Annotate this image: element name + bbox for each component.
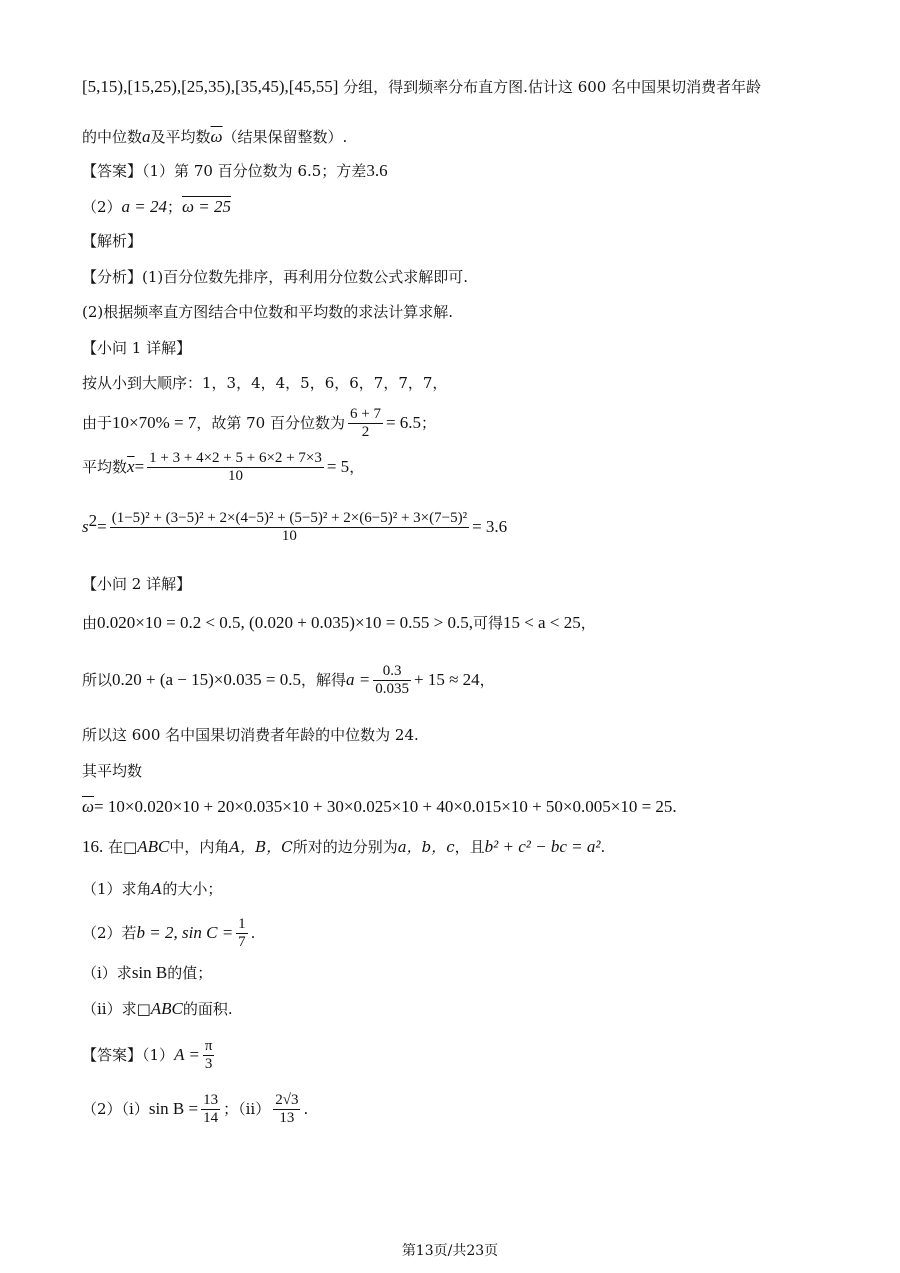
fraction-numerator: π	[203, 1038, 215, 1056]
var-s: s	[82, 516, 89, 536]
fraction-denominator: 3	[204, 1056, 213, 1073]
page-footer: 第13页/共23页	[401, 1243, 499, 1259]
q16-p1-end: 的大小；	[162, 880, 223, 898]
q1-mean-eq: =	[134, 456, 145, 476]
answer-mean: ω = 25	[182, 197, 232, 216]
q1-percentile-end: ；	[421, 413, 437, 432]
task-line	[82, 128, 347, 145]
intervals-line	[82, 78, 761, 95]
q16-p2-fraction	[236, 916, 248, 952]
q16-p1-text: （1）求角	[82, 880, 152, 898]
q16-ans2-fraction-1	[201, 1092, 220, 1128]
q16-p2i-end: 的值；	[167, 964, 213, 982]
task-text-a: 的中位数	[82, 128, 143, 146]
q16-part2	[82, 916, 255, 952]
q16-ans2-sep: ；（ii）	[223, 1099, 271, 1118]
q2-median-fraction	[373, 663, 411, 699]
q16-p1-var: A	[151, 880, 163, 898]
q16-number: 16.	[82, 837, 104, 856]
q1-percentile-prefix: 由于	[82, 413, 113, 432]
intervals: [5,15),[15,25),[25,35),[35,45),[45,55]	[82, 77, 339, 96]
q16-ans2-fraction-2	[273, 1092, 300, 1128]
q1-mean-end: ，	[349, 457, 365, 476]
q16-ans1-text: （1）	[142, 1045, 175, 1064]
fraction-numerator: 1 + 3 + 4×2 + 5 + 6×2 + 7×3	[147, 450, 324, 468]
q1-var-eq: =	[97, 516, 107, 536]
var-omega-bar: $\overline{\omega}$	[210, 127, 223, 146]
q16-part2i	[82, 964, 212, 981]
var-omega-bar-2: $\overline{\omega}$	[82, 797, 95, 816]
q2-line2-result: + 15 ≈ 24	[413, 669, 480, 689]
q1-mean-fraction	[147, 450, 324, 486]
answer-variance: 3.6	[366, 161, 388, 180]
q1-percentile-mid: ，故第 70 百分位数为	[196, 413, 345, 432]
intervals-text: 分组，得到频率分布直方图.估计这 600 名中国果切消费者年龄	[343, 78, 762, 96]
q16-ans1-fraction	[203, 1038, 215, 1074]
q16-ans1-lhs: A =	[174, 1044, 200, 1064]
q1-var-result: = 3.6	[472, 516, 508, 536]
analysis-label: 【解析】	[82, 232, 143, 250]
fraction-numerator: 6 + 7	[348, 406, 383, 424]
q16-end: .	[600, 838, 606, 856]
fraction-denominator: 0.035	[375, 681, 409, 698]
q2-line-2	[82, 663, 495, 699]
answer-line-2	[82, 198, 231, 215]
fraction-denominator: 13	[279, 1110, 295, 1127]
analysis-sub-label: 【分析】	[82, 268, 143, 286]
q2-line2-expr: 0.20 + (a − 15)×0.035 = 0.5	[112, 669, 301, 689]
q1-variance-line: $s^2=$ $\frac{\text{(1−5)² + (3−5)² + 2×(4−5)² + (5−5)² + 2×(6−5)² + 3×(7−5)²}}{10}$ = 3.6	[82, 510, 508, 545]
q2-line1-end: ，	[580, 614, 596, 632]
q1-percentile-line	[82, 406, 436, 442]
q2-line2-lhs: a =	[346, 669, 371, 689]
q2-line2-prefix: 所以	[82, 670, 113, 689]
q2-line2-mid: ，解得	[300, 670, 346, 689]
answer-text-1: （1）第 70 百分位数为 6.5；方差	[142, 162, 367, 180]
answer-median: a = 24	[121, 197, 168, 216]
q2-line-1	[82, 614, 596, 631]
q2-line1-ineq: 15 < a < 25	[502, 613, 581, 632]
q16-part2ii	[82, 1000, 233, 1017]
q16-part1	[82, 882, 222, 897]
analysis-line-2: (2)根据频率直方图结合中位数和平均数的求法计算求解.	[82, 303, 454, 321]
q16-text2: 中，内角	[169, 838, 230, 856]
q16-answer-1	[82, 1038, 217, 1074]
analysis-text-1: (1)百分位数先排序，再利用分位数公式求解即可.	[142, 268, 469, 286]
q1-mean-result: = 5	[326, 456, 350, 476]
fraction-denominator: 14	[203, 1110, 219, 1127]
q16-text4: ，且	[454, 838, 485, 856]
answer-text-2: （2）	[82, 198, 122, 216]
q1-variance-fraction	[110, 510, 469, 546]
q2-mean-label: 其平均数	[82, 762, 143, 780]
q2-mean-expr: = 10×0.020×10 + 20×0.035×10 + 30×0.025×10 + 40×0.015×10 + 50×0.005×10 = 25.	[94, 797, 677, 816]
q2-mean-expr-line	[82, 798, 677, 815]
q16-answer-label: 【答案】	[82, 1045, 143, 1064]
fraction-numerator: 1	[236, 916, 248, 934]
q16-ans2-lhs: sin B =	[148, 1098, 199, 1118]
q16-p2ii-text: （ii）求□	[82, 1000, 151, 1018]
fraction-denominator: 2	[361, 424, 370, 441]
fraction-numerator: 13	[201, 1092, 220, 1110]
q16-ans2-text: （2）（i）	[82, 1099, 149, 1118]
fraction-numerator: 0.3	[373, 663, 411, 681]
q16-p2i-text: （i）求	[82, 964, 132, 982]
q1-mean-prefix: 平均数	[82, 457, 128, 476]
q2-line1-mid: 可得	[472, 614, 503, 632]
q16-p2i-expr: sin B	[131, 963, 168, 982]
q1-percentile-result: = 6.5	[385, 412, 422, 432]
q16-p2ii-end: 的面积.	[182, 1000, 233, 1018]
answer-line-1	[82, 162, 388, 179]
q16-p2ii-triangle: ABC	[150, 999, 183, 1018]
q2-line1-expr: 0.020×10 = 0.2 < 0.5, (0.020 + 0.035)×10 = 0.55 > 0.5,	[97, 613, 473, 632]
task-text-b: 及平均数	[150, 128, 211, 146]
q2-conclusion: 所以这 600 名中国果切消费者年龄的中位数为 24.	[82, 726, 419, 744]
analysis-line-1	[82, 270, 468, 285]
answer-sep: ；	[167, 198, 183, 216]
answer-label: 【答案】	[82, 162, 143, 180]
q16-answer-2	[82, 1092, 308, 1128]
q16-angles: A，B，C	[229, 838, 293, 856]
task-text-c: （结果保留整数）.	[222, 128, 348, 146]
q16-statement	[82, 838, 605, 855]
q16-condition: b² + c² − bc = a²	[484, 837, 601, 856]
fraction-denominator: 10	[281, 528, 297, 545]
var-x-bar: $\overline{x}$	[127, 456, 135, 476]
q2-line1-prefix: 由	[82, 614, 98, 632]
fraction-numerator: (1−5)² + (3−5)² + 2×(4−5)² + (5−5)² + 2×(6−5)² + 3×(7−5)²	[110, 510, 469, 528]
q16-p2-expr: b = 2, sin C =	[136, 922, 234, 942]
q16-p2-text: （2）若	[82, 923, 137, 942]
fraction-denominator: 10	[228, 468, 243, 485]
q1-percentile-fraction	[348, 406, 383, 442]
q16-text1: 在□	[108, 838, 138, 856]
q2-label: 【小问 2 详解】	[82, 575, 192, 593]
q16-triangle: ABC	[137, 837, 170, 856]
q16-ans2-end: .	[303, 1099, 309, 1118]
fraction-denominator: 7	[238, 934, 246, 951]
var-a: a	[142, 127, 151, 146]
q1-sorted: 按从小到大顺序：1，3，4，4，5，6，6，7，7，7，	[82, 374, 448, 392]
q1-mean-line	[82, 450, 364, 486]
q16-sides: a，b，c	[397, 838, 455, 856]
q16-text3: 所对的边分别为	[292, 838, 398, 856]
q2-line2-end: ，	[479, 670, 495, 689]
q1-label: 【小问 1 详解】	[82, 339, 192, 357]
q16-p2-end: .	[250, 923, 256, 942]
fraction-numerator: 2√3	[273, 1092, 300, 1110]
q1-percentile-expr: 10×70% = 7	[112, 412, 197, 432]
